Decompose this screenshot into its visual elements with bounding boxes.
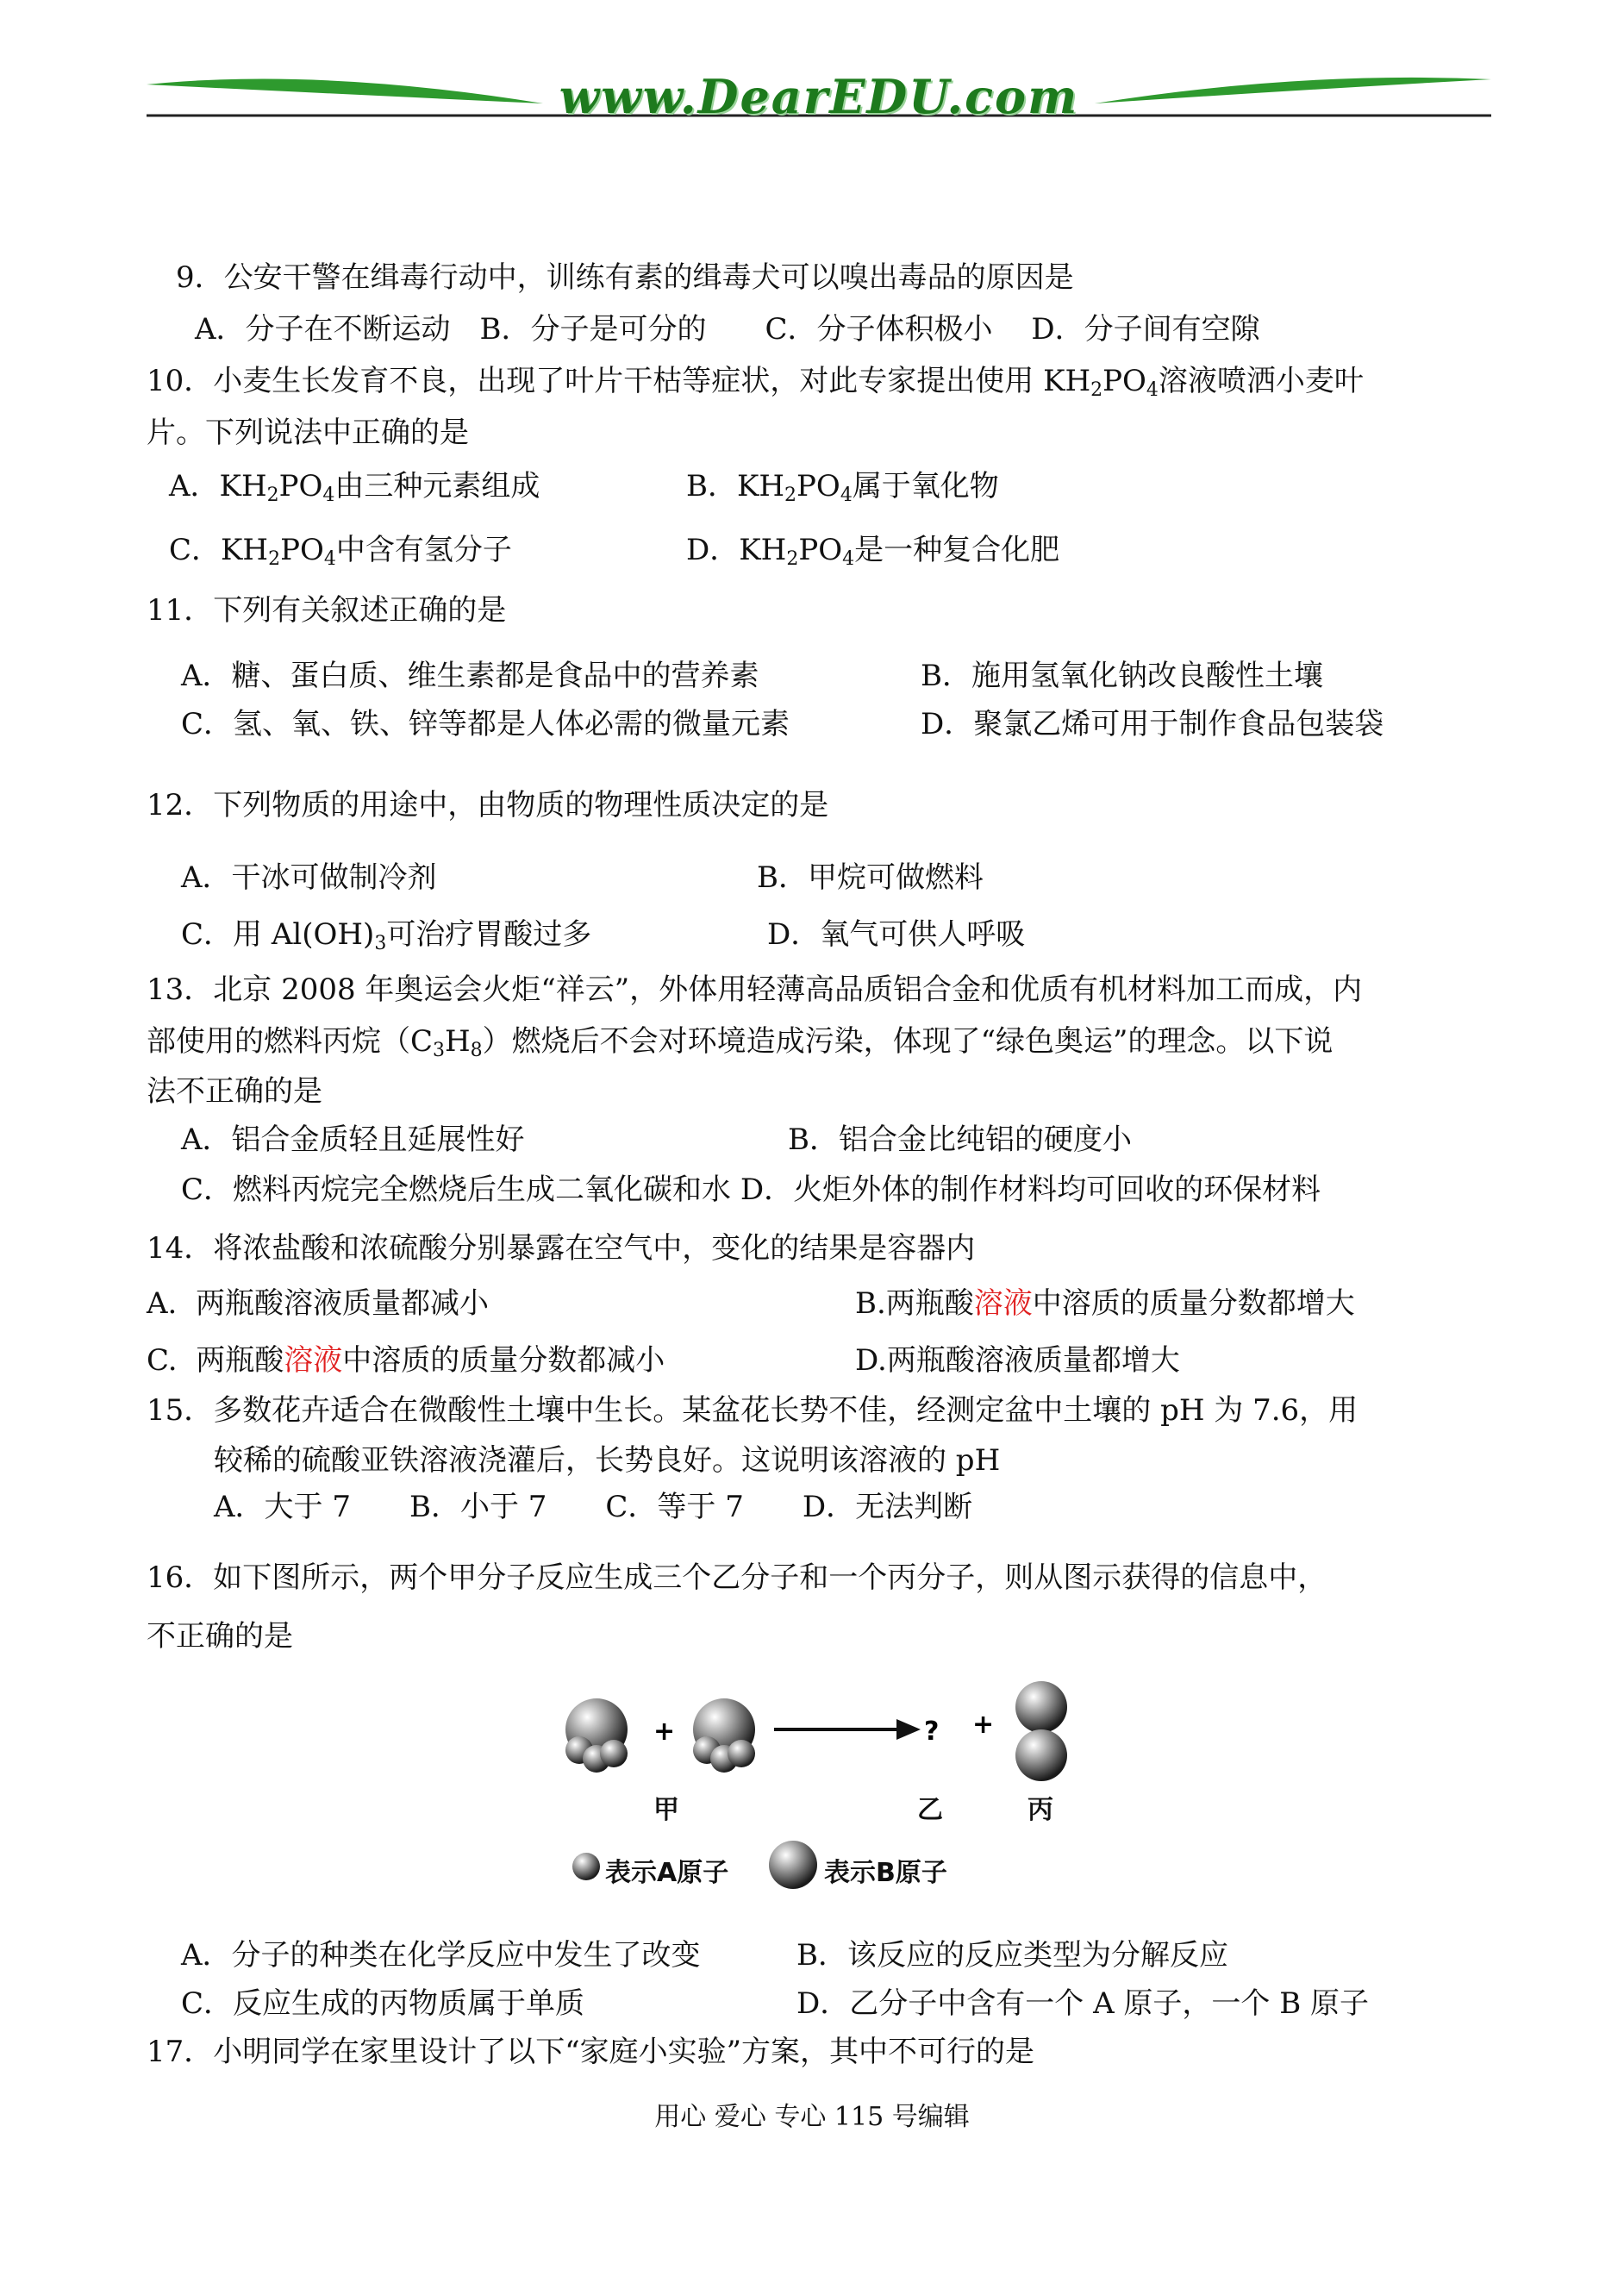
q14-stem: 14．将浓盐酸和浓硫酸分别暴露在空气中，变化的结果是容器内 <box>147 1231 976 1266</box>
molecule-jia-2 <box>693 1698 755 1773</box>
q13-option-cd: C．燃料丙烷完全燃烧后生成二氧化碳和水 D．火炬外体的制作材料均可回收的环保材料 <box>181 1173 1321 1207</box>
q11-option-b: B．施用氢氧化钠改良酸性土壤 <box>921 659 1323 693</box>
q11-option-c: C．氢、氧、铁、锌等都是人体必需的微量元素 <box>181 707 790 741</box>
reaction-diagram-graphic <box>552 1681 1086 1845</box>
plus-sign-1: + <box>653 1717 676 1747</box>
q11-option-d: D．聚氯乙烯可用于制作食品包装袋 <box>921 707 1384 741</box>
q10-stem: 10．小麦生长发育不良，出现了叶片干枯等症状，对此专家提出使用 $KH_2PO_4$溶液喷洒小麦叶 <box>147 364 1364 401</box>
q12-option-b: B．甲烷可做燃料 <box>757 860 984 895</box>
q12-option-a: A．干冰可做制冷剂 <box>181 860 437 895</box>
q13-stem-line3: 法不正确的是 <box>147 1074 322 1109</box>
plus-sign-2: + <box>972 1710 995 1740</box>
q16-option-d: D．乙分子中含有一个 A 原子，一个 B 原子 <box>796 1986 1370 2021</box>
q16-option-a: A．分子的种类在化学反应中发生了改变 <box>181 1938 701 1973</box>
q14-option-a: A. 两瓶酸溶液质量都减小 <box>147 1286 489 1321</box>
q12-option-d: D．氧气可供人呼吸 <box>767 917 1026 952</box>
q14-option-b: B.两瓶酸溶液中溶质的质量分数都增大 <box>855 1286 1355 1321</box>
unknown-product-mark: ? <box>924 1717 940 1747</box>
legend-atom-a-symbol <box>572 1853 600 1880</box>
molecule-jia-1 <box>565 1698 628 1773</box>
page-footer: 用心 爱心 专心 115 号编辑 <box>654 2102 970 2132</box>
q15-stem-line1: 15．多数花卉适合在微酸性土壤中生长。某盆花长势不佳，经测定盆中土壤的 pH 为 7.6，用 <box>147 1393 1359 1428</box>
q15-stem-line2: 较稀的硫酸亚铁溶液浇灌后，长势良好。这说明该溶液的 pH <box>214 1443 1001 1478</box>
q10-option-d: D．$KH_2PO_4$是一种复合化肥 <box>686 533 1060 570</box>
site-logo[interactable]: www.DearEDU.com <box>559 69 1079 124</box>
q16-option-b: B．该反应的反应类型为分解反应 <box>796 1938 1228 1973</box>
q11-option-a: A．糖、蛋白质、维生素都是食品中的营养素 <box>181 659 759 693</box>
q13-stem-line1: 13．北京 2008 年奥运会火炬“祥云”，外体用轻薄高品质铝合金和优质有机材料加工而成，内 <box>147 972 1363 1007</box>
q13-stem-line2: 部使用的燃料丙烷$(C_3H_8)$燃烧后不会对环境造成污染，体现了“绿色奥运”的理念。以下说 <box>147 1024 1334 1061</box>
q14-option-c: C. 两瓶酸溶液中溶质的质量分数都减小 <box>147 1343 665 1378</box>
label-bing: 丙 <box>1027 1795 1053 1825</box>
legend-atom-a-label: 表示A原子 <box>605 1858 729 1888</box>
molecule-bing <box>1015 1681 1067 1781</box>
q9-options: A．分子在不断运动 B．分子是可分的 C．分子体积极小 D．分子间有空隙 <box>195 312 1260 347</box>
legend-atom-b-label: 表示B原子 <box>824 1858 947 1888</box>
q15-options: A．大于 7 B．小于 7 C．等于 7 D．无法判断 <box>214 1490 973 1524</box>
q12-option-c: C．用 $Al(OH)_3$可治疗胃酸过多 <box>181 917 592 954</box>
q10-option-a: A．$KH_2PO_4$由三种元素组成 <box>169 469 540 506</box>
label-jia: 甲 <box>653 1795 679 1825</box>
q17-stem: 17．小明同学在家里设计了以下“家庭小实验”方案，其中不可行的是 <box>147 2035 1035 2069</box>
q16-stem-line1: 16．如下图所示，两个甲分子反应生成三个乙分子和一个丙分子，则从图示获得的信息中， <box>147 1560 1327 1595</box>
q9-stem: 9．公安干警在缉毒行动中，训练有素的缉毒犬可以嗅出毒品的原因是 <box>176 260 1074 295</box>
q11-stem: 11．下列有关叙述正确的是 <box>147 593 507 628</box>
page-header <box>147 67 1491 128</box>
reaction-arrow <box>774 1719 921 1740</box>
q16-option-c: C．反应生成的丙物质属于单质 <box>181 1986 585 2021</box>
diagram-legend <box>569 1841 1052 1892</box>
q16-stem-line2: 不正确的是 <box>147 1619 293 1654</box>
q13-option-b: B．铝合金比纯铝的硬度小 <box>788 1122 1132 1157</box>
q10-option-c: C．$KH_2PO_4$中含有氢分子 <box>169 533 512 570</box>
q14-option-d: D.两瓶酸溶液质量都增大 <box>855 1343 1180 1378</box>
legend-atom-b-symbol <box>769 1841 817 1889</box>
q12-stem: 12．下列物质的用途中，由物质的物理性质决定的是 <box>147 788 829 822</box>
q10-stem-line2: 片。下列说法中正确的是 <box>147 416 469 450</box>
q10-option-b: B．$KH_2PO_4$属于氧化物 <box>686 469 999 506</box>
q13-option-a: A．铝合金质轻且延展性好 <box>181 1122 525 1157</box>
label-yi: 乙 <box>917 1795 943 1825</box>
